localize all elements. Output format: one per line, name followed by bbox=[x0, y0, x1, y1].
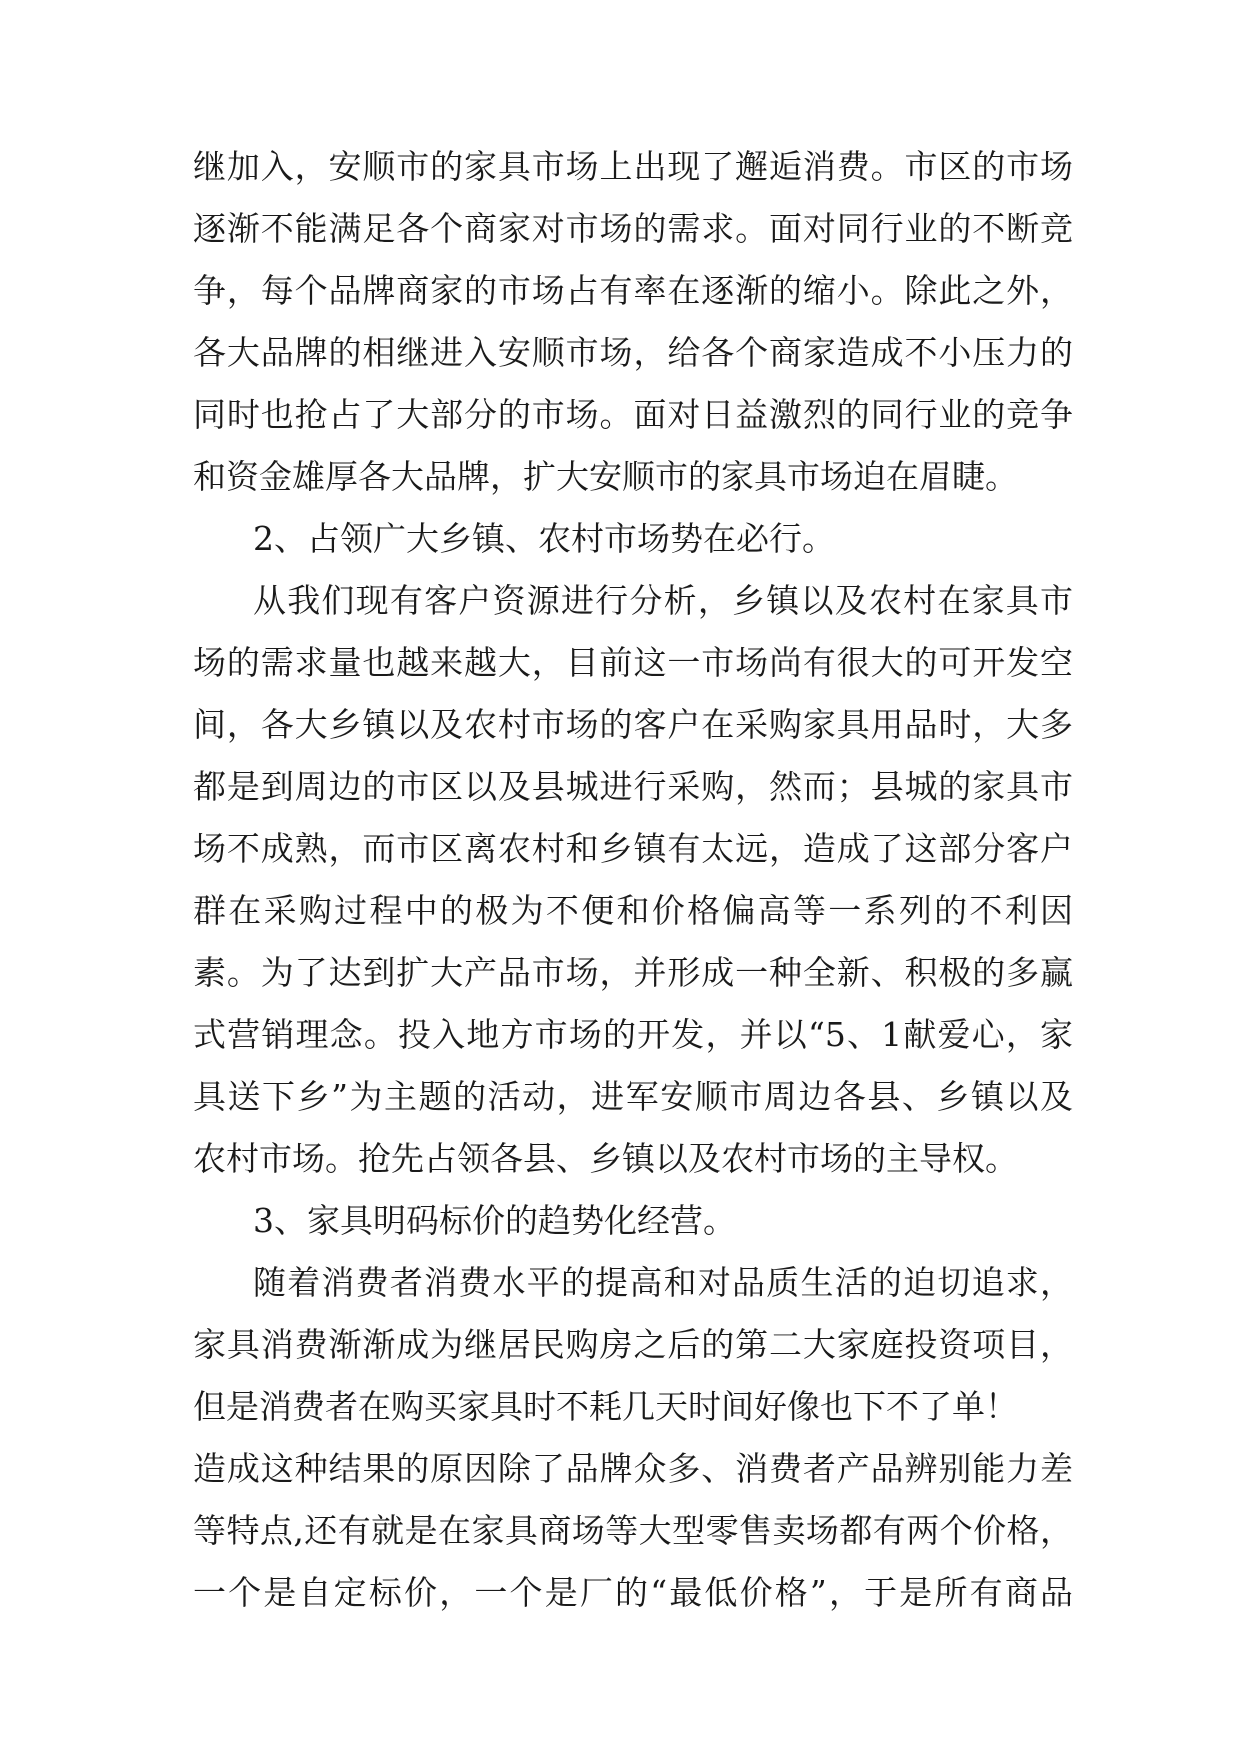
text-line: 各大品牌的相继进入安顺市场，给各个商家造成不小压力的 bbox=[193, 333, 1073, 372]
section-heading: 3、家具明码标价的趋势化经营。 bbox=[253, 1201, 736, 1240]
text-line: 式营销理念。投入地方市场的开发，并以“5、1献爱心，家 bbox=[193, 1015, 1073, 1054]
text-line: 但是消费者在购买家具时不耗几天时间好像也下不了单！ bbox=[193, 1387, 1018, 1426]
text-line: 和资金雄厚各大品牌，扩大安顺市的家具市场迫在眉睫。 bbox=[193, 457, 1018, 496]
text-line: 争，每个品牌商家的市场占有率在逐渐的缩小。除此之外， bbox=[193, 271, 1073, 310]
text-line: 逐渐不能满足各个商家对市场的需求。面对同行业的不断竞 bbox=[193, 209, 1073, 248]
text-line: 农村市场。抢先占领各县、乡镇以及农村市场的主导权。 bbox=[193, 1139, 1018, 1178]
text-line: 场的需求量也越来越大，目前这一市场尚有很大的可开发空 bbox=[193, 643, 1073, 682]
text-line: 素。为了达到扩大产品市场，并形成一种全新、积极的多赢 bbox=[193, 953, 1073, 992]
text-line: 一个是自定标价，一个是厂的“最低价格”，于是所有商品 bbox=[193, 1573, 1073, 1612]
text-line: 继加入，安顺市的家具市场上出现了邂逅消费。市区的市场 bbox=[193, 147, 1073, 186]
text-line: 从我们现有客户资源进行分析，乡镇以及农村在家具市 bbox=[253, 581, 1073, 620]
text-line: 群在采购过程中的极为不便和价格偏高等一系列的不利因 bbox=[193, 891, 1073, 930]
text-line: 具送下乡”为主题的活动，进军安顺市周边各县、乡镇以及 bbox=[193, 1077, 1073, 1116]
text-line: 家具消费渐渐成为继居民购房之后的第二大家庭投资项目， bbox=[193, 1325, 1073, 1364]
text-line: 等特点,还有就是在家具商场等大型零售卖场都有两个价格， bbox=[193, 1511, 1073, 1550]
text-line: 随着消费者消费水平的提高和对品质生活的迫切追求， bbox=[253, 1263, 1073, 1302]
text-line: 同时也抢占了大部分的市场。面对日益激烈的同行业的竞争 bbox=[193, 395, 1073, 434]
section-heading: 2、占领广大乡镇、农村市场势在必行。 bbox=[253, 519, 835, 558]
text-line: 都是到周边的市区以及县城进行采购，然而；县城的家具市 bbox=[193, 767, 1073, 806]
text-line: 间，各大乡镇以及农村市场的客户在采购家具用品时，大多 bbox=[193, 705, 1073, 744]
text-line: 造成这种结果的原因除了品牌众多、消费者产品辨别能力差 bbox=[193, 1449, 1073, 1488]
text-line: 场不成熟，而市区离农村和乡镇有太远，造成了这部分客户 bbox=[193, 829, 1073, 868]
